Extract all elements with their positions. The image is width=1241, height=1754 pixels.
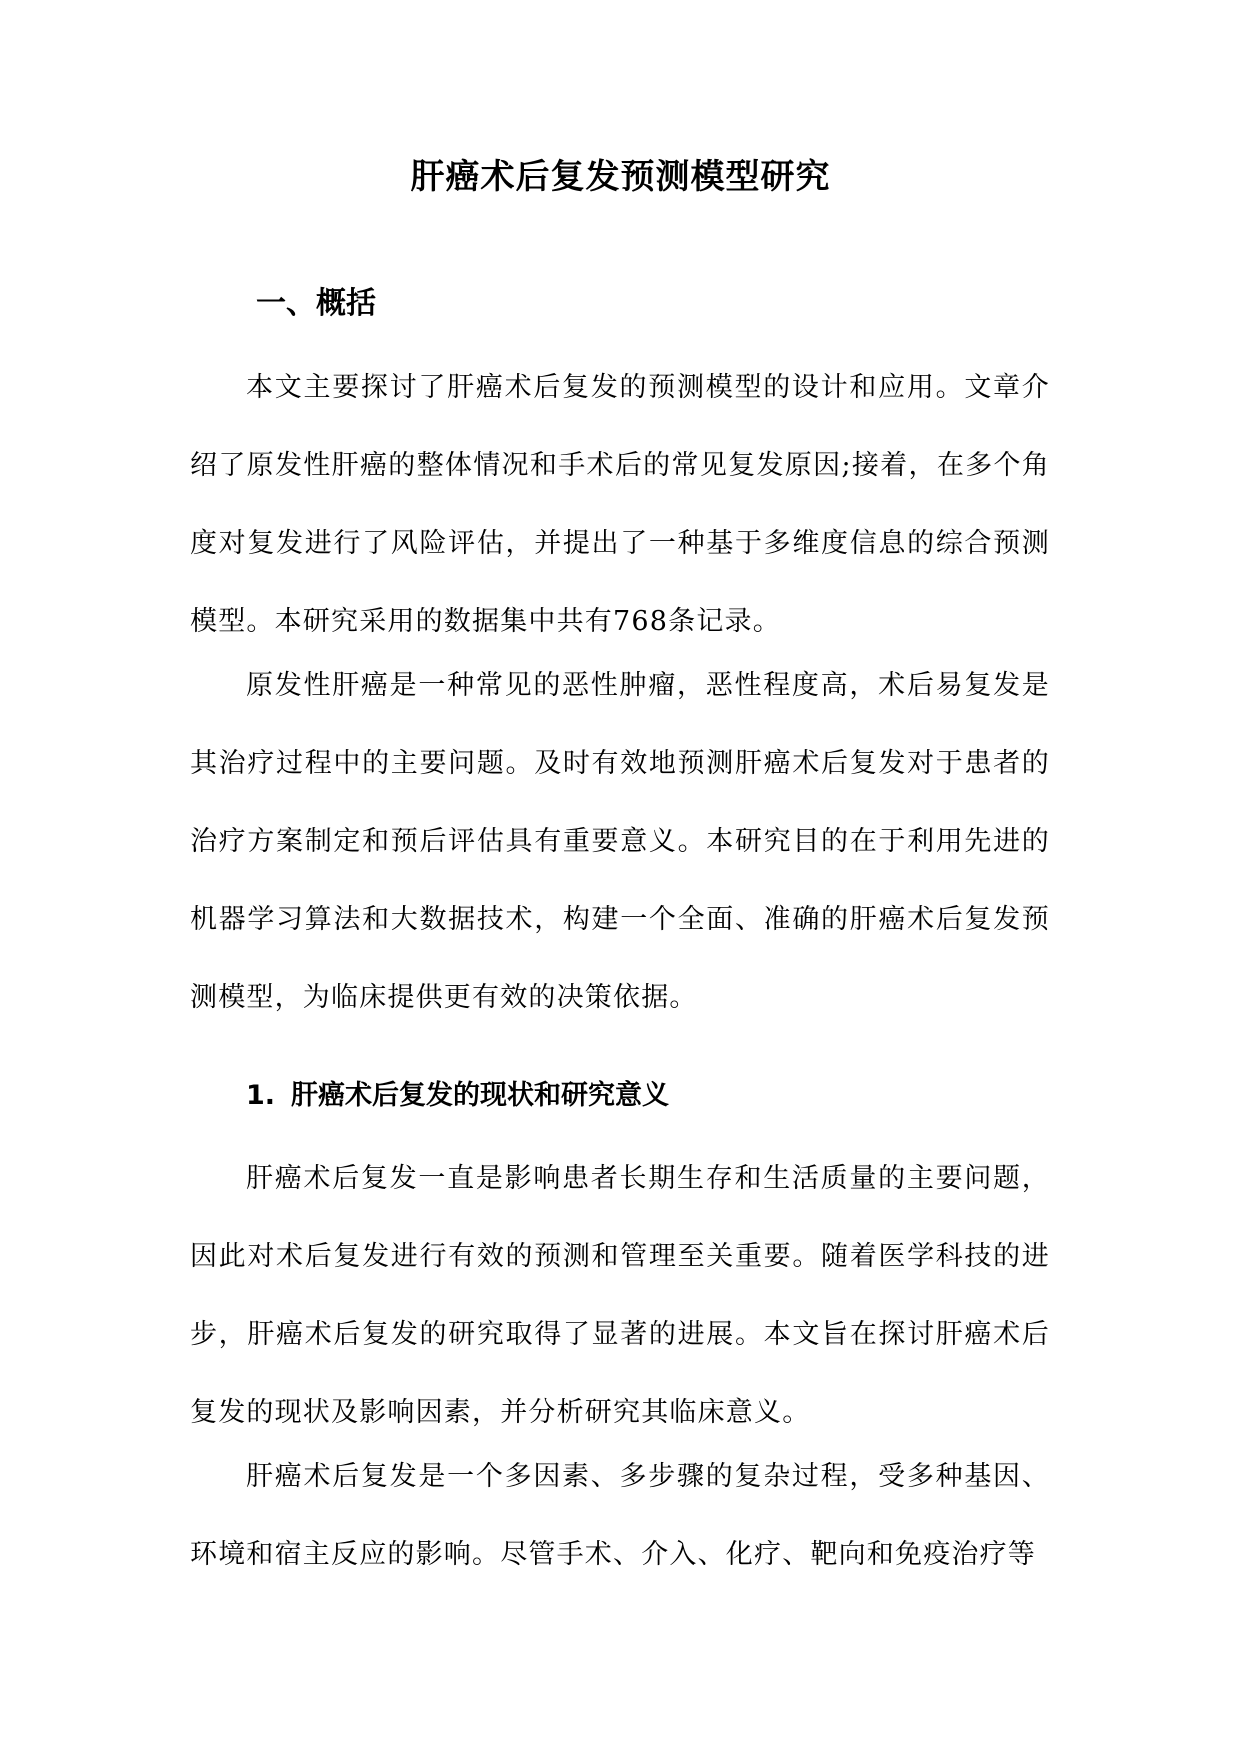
subsection-title: 肝癌术后复发的现状和研究意义 <box>291 1080 670 1111</box>
paragraph-status: 肝癌术后复发一直是影响患者长期生存和生活质量的主要问题，因此对术后复发进行有效的预测和管理至关重要。随着医学科技的进步，肝癌术后复发的研究取得了显著的进展。本文旨在探讨肝癌术后复发的现状及影响因素，并分析研究其临床意义。 <box>190 1163 1050 1428</box>
paragraph-background: 原发性肝癌是一种常见的恶性肿瘤，恶性程度高，术后易复发是其治疗过程中的主要问题。及时有效地预测肝癌术后复发对于患者的治疗方案制定和预后评估具有重要意义。本研究目的在于利用先进的机器学习算法和大数据技术，构建一个全面、准确的肝癌术后复发预测模型，为临床提供更有效的决策依据。 <box>190 670 1050 1013</box>
paragraph-factors: 肝癌术后复发是一个多因素、多步骤的复杂过程，受多种基因、环境和宿主反应的影响。尽管手术、介入、化疗、靶向和免疫治疗等 <box>190 1461 1050 1570</box>
document-title: 肝癌术后复发预测模型研究 <box>410 157 831 197</box>
subsection-heading <box>246 1076 669 1116</box>
subsection-number: 1. <box>246 1080 276 1111</box>
section-heading-overview: 一、概括 <box>256 286 376 321</box>
paragraph-summary: 本文主要探讨了肝癌术后复发的预测模型的设计和应用。文章介绍了原发性肝癌的整体情况和手术后的常见复发原因;接着，在多个角度对复发进行了风险评估，并提出了一种基于多维度信息的综合预测模型。本研究采用的数据集中共有768条记录。 <box>190 372 1050 637</box>
